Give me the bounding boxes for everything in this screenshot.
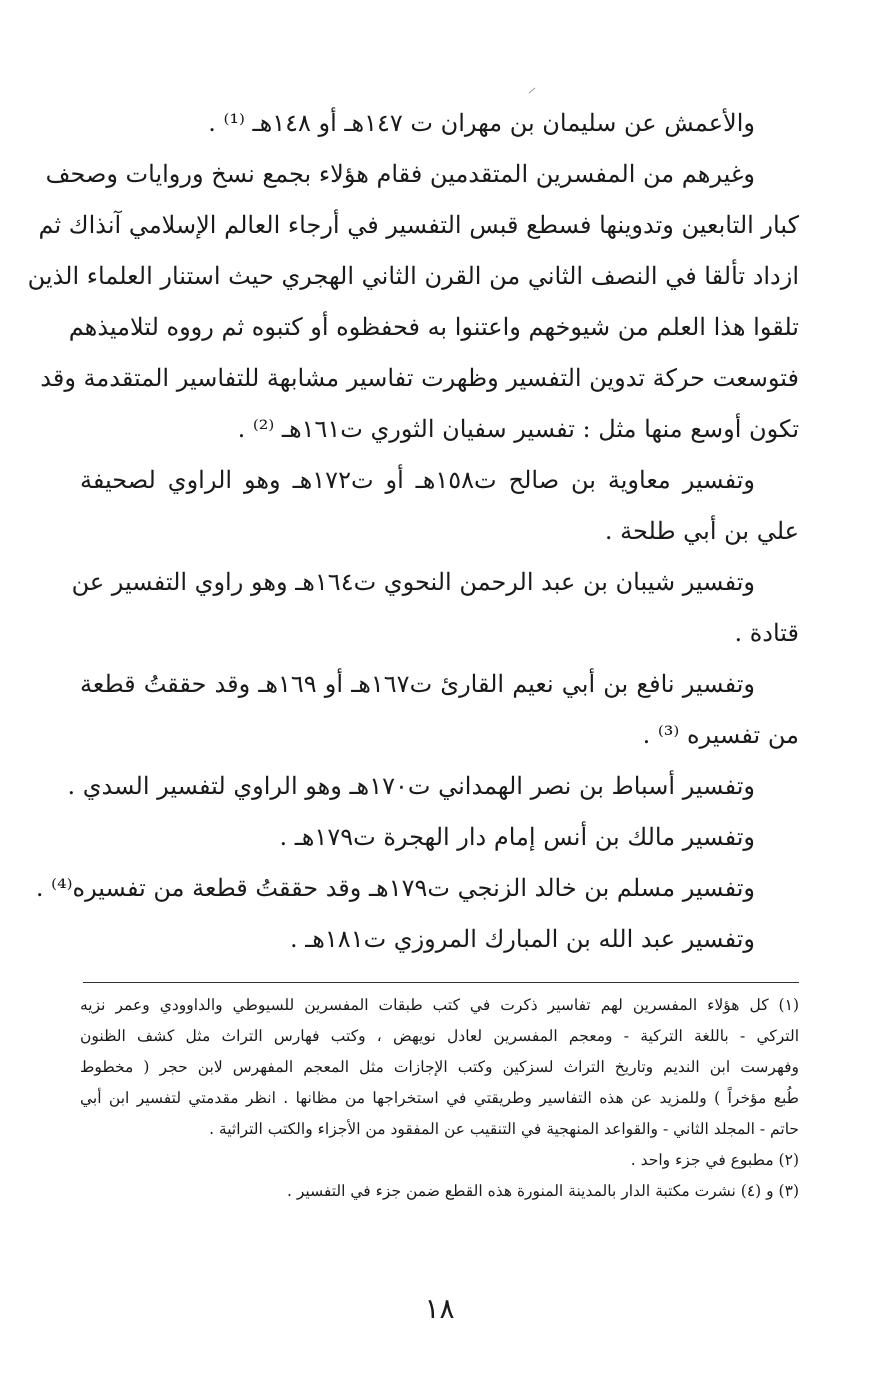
- text-line: من تفسيره ⁽³⁾ .: [642, 721, 799, 749]
- text-line: كبار التابعين وتدوينها فسطع قبس التفسير في أرجاء العالم الإسلامي آنذاك ثم: [38, 211, 799, 239]
- text-line: وتفسير نافع بن أبي نعيم القارئ ت١٦٧هـ أو ١٦٩هـ وقد حققتُ قطعة: [80, 670, 756, 698]
- text-line: وتفسير مالك بن أنس إمام دار الهجرة ت١٧٩هـ .: [279, 823, 755, 851]
- text-line: وتفسير أسباط بن نصر الهمداني ت١٧٠هـ وهو الراوي لتفسير السدي .: [67, 772, 755, 800]
- text-line: فتوسعت حركة تدوين التفسير وظهرت تفاسير مشابهة للتفاسير المتقدمة وقد: [40, 364, 799, 392]
- text-line: قتادة .: [734, 619, 799, 647]
- footnote-line: التركي - باللغة التركية - ومعجم المفسرين لعادل نويهض ، وكتب فهارس التراث مثل كشف الظنون: [80, 1027, 799, 1045]
- footnote-line: (٣) و (٤) نشرت مكتبة الدار بالمدينة المنورة هذه القطع ضمن جزء في التفسير .: [286, 1182, 799, 1200]
- text-line: وتفسير مسلم بن خالد الزنجي ت١٧٩هـ وقد حققتُ قطعة من تفسيره⁽⁴⁾ .: [35, 874, 755, 902]
- footnote-line: حاتم - المجلد الثاني - والقواعد المنهجية في التنقيب عن المفقود من الأجزاء والكتب التراثية .: [209, 1120, 799, 1138]
- text-line: وغيرهم من المفسرين المتقدمين فقام هؤلاء بجمع نسخ وروايات وصحف: [45, 160, 755, 188]
- footnote-divider: [83, 982, 799, 983]
- text-line: تلقوا هذا العلم من شيوخهم واعتنوا به فحفظوه أو كتبوه ثم رووه لتلاميذهم: [68, 313, 799, 341]
- footnote-line: وفهرست ابن النديم وتاريخ التراث لسزكين وكتب الإجازات مثل المعجم المفهرس لابن حجر ( مخطوط: [80, 1058, 799, 1076]
- footnote-line: (٢) مطبوع في جزء واحد .: [630, 1151, 799, 1169]
- text-line: علي بن أبي طلحة .: [604, 517, 799, 545]
- text-line: والأعمش عن سليمان بن مهران ت ١٤٧هـ أو ١٤٨هـ ⁽¹⁾ .: [208, 109, 755, 137]
- footnotes-block: [80, 990, 799, 1207]
- text-line: تكون أوسع منها مثل : تفسير سفيان الثوري ت١٦١هـ ⁽²⁾ .: [237, 415, 799, 443]
- footnote-line: (١) كل هؤلاء المفسرين لهم تفاسير ذكرت في كتب طبقات المفسرين للسيوطي والداوودي وعمر نزيه: [80, 996, 799, 1014]
- page-number: ١٨: [424, 1292, 455, 1325]
- footnote-line: طُبع مؤخراً ) وللمزيد عن هذه التفاسير وطريقتي في استخراجها من مظانها . انظر مقدمتي لتفسير ابن أبي: [80, 1089, 799, 1107]
- main-text-block: [27, 98, 799, 965]
- stray-pen-mark: [529, 88, 536, 94]
- text-line: وتفسير معاوية بن صالح ت١٥٨هـ أو ت١٧٢هـ وهو الراوي لصحيفة: [80, 466, 756, 494]
- text-line: ازداد تألقا في النصف الثاني من القرن الثاني الهجري حيث استنار العلماء الذين: [27, 262, 799, 290]
- text-line: وتفسير عبد الله بن المبارك المروزي ت١٨١هـ .: [289, 925, 755, 953]
- text-line: وتفسير شيبان بن عبد الرحمن النحوي ت١٦٤هـ وهو راوي التفسير عن: [71, 568, 755, 596]
